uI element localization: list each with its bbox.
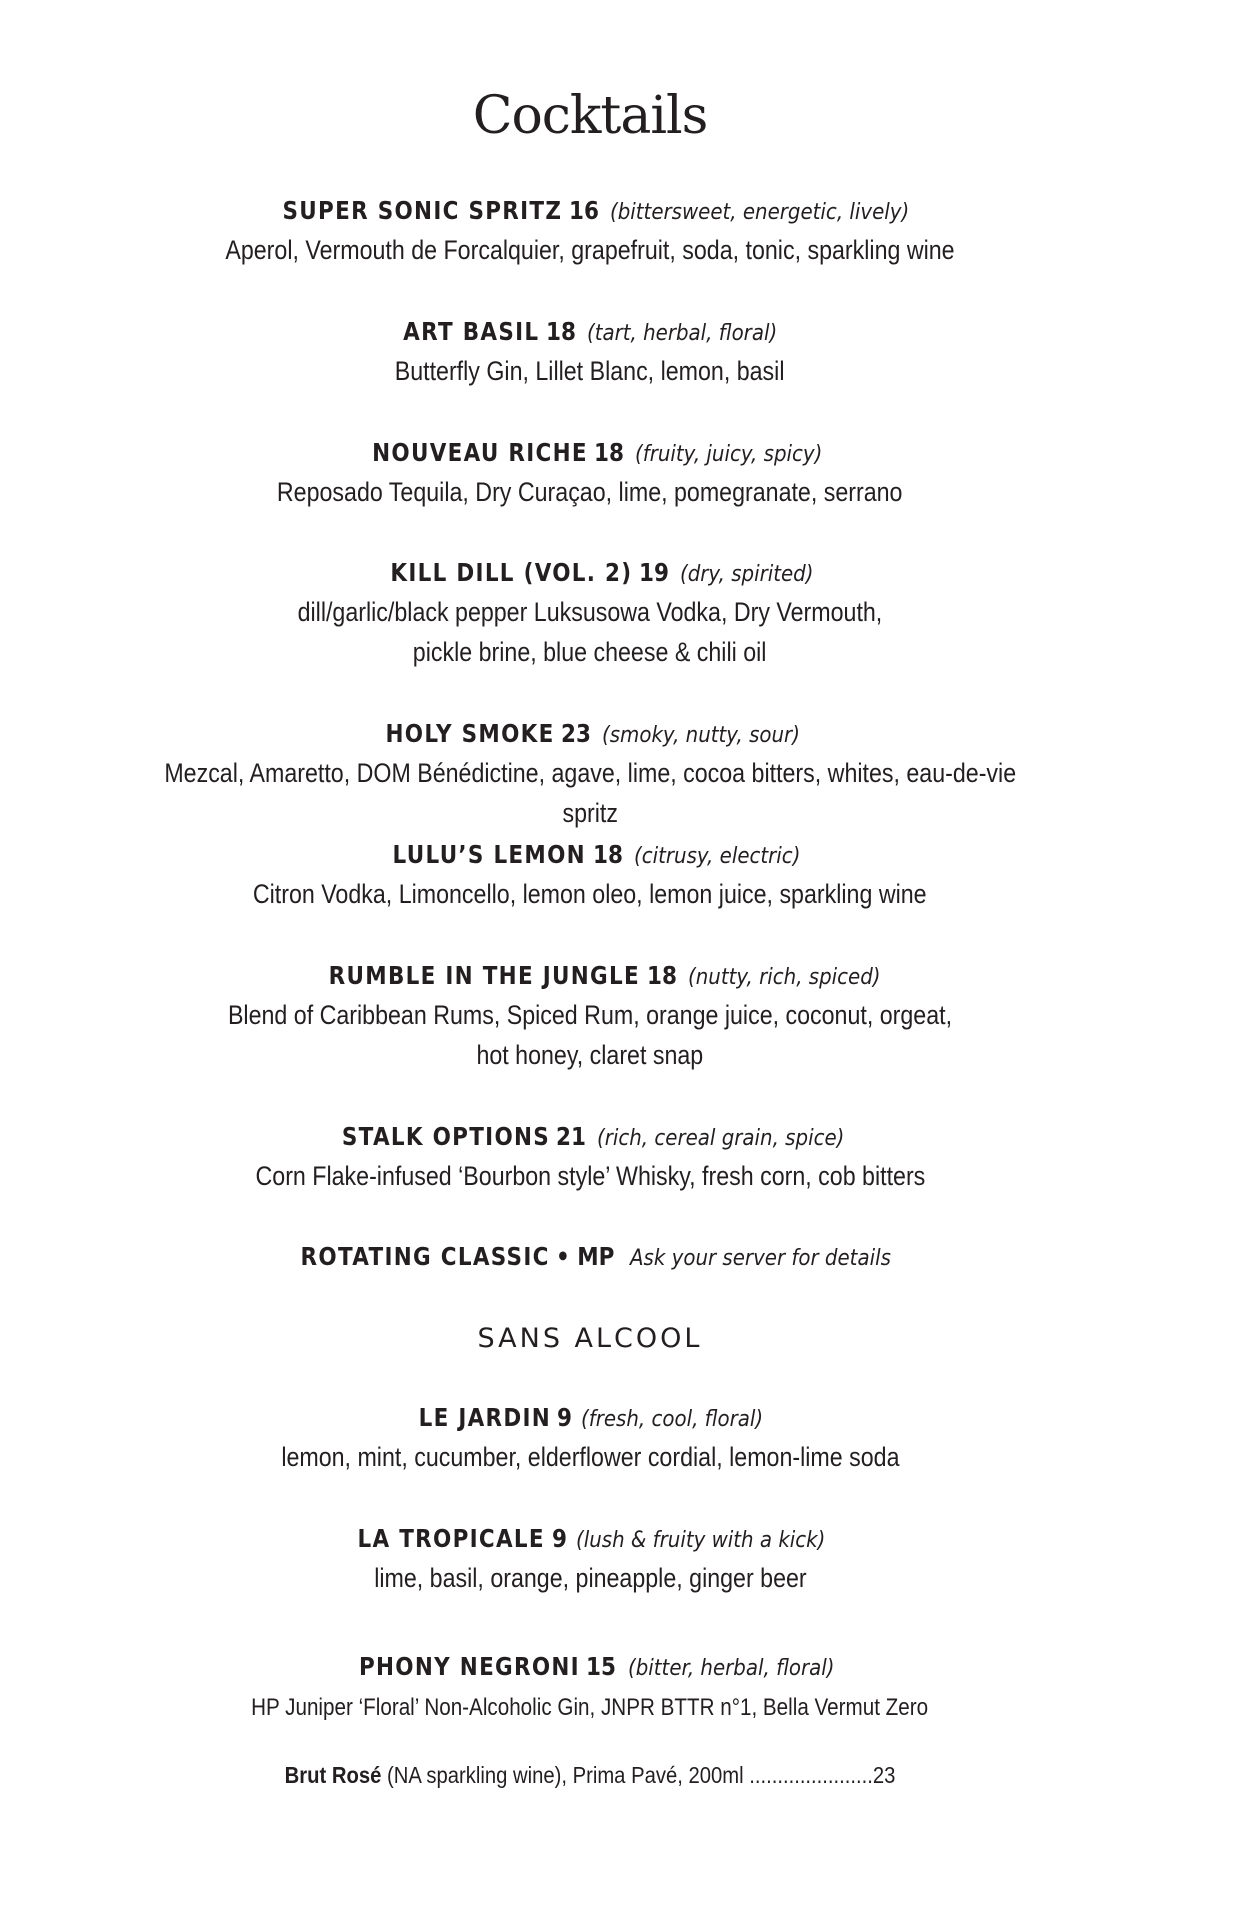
item-price: 16 (568, 196, 599, 225)
item-description (90, 1688, 1090, 1728)
item-name: LULU’S LEMON (392, 840, 587, 869)
menu-item-super-sonic-spritz (0, 194, 1180, 232)
menu-item-le-jardin (0, 1401, 1180, 1439)
item-price: 18 (546, 317, 577, 346)
item-name: KILL DILL (VOL. 2) (390, 558, 633, 587)
menu-item-phony-negroni (0, 1650, 1180, 1688)
item-description (90, 1437, 1090, 1477)
item-tasting-notes: (bittersweet, energetic, lively) (610, 200, 910, 225)
item-price: 23 (560, 719, 591, 748)
item-price: 9 (551, 1524, 567, 1553)
item-detail: (NA sparkling wine), Prima Pavé, 200ml (386, 1762, 744, 1788)
item-description (90, 592, 1090, 672)
item-price: 18 (592, 840, 623, 869)
item-tasting-notes: (tart, herbal, floral) (587, 321, 778, 346)
item-tasting-notes: (smoky, nutty, sour) (602, 723, 801, 748)
menu-item-holy-smoke (0, 717, 1180, 755)
item-price: • MP (555, 1242, 615, 1271)
item-tasting-notes: Ask your server for details (630, 1246, 892, 1271)
item-price: 21 (556, 1122, 587, 1151)
description-line: Blend of Caribbean Rums, Spiced Rum, orange juice, coconut, orgeat, (227, 1000, 953, 1030)
menu-item-brut-rose (0, 1762, 1180, 1789)
description-line: Citron Vodka, Limoncello, lemon oleo, lemon juice, sparkling wine (253, 879, 927, 909)
description-line: Corn Flake-infused ‘Bourbon style’ Whisky, fresh corn, cob bitters (255, 1161, 925, 1191)
item-description (90, 1156, 1090, 1196)
menu-item-rumble-in-the-jungle (0, 959, 1180, 997)
description-line: HP Juniper ‘Floral’ Non-Alcoholic Gin, JNPR BTTR n°1, Bella Vermut Zero (251, 1694, 929, 1721)
item-name: Brut Rosé (284, 1762, 382, 1788)
menu-item-nouveau-riche (0, 436, 1180, 474)
item-tasting-notes: (lush & fruity with a kick) (575, 1528, 825, 1553)
item-name: PHONY NEGRONI (358, 1652, 580, 1681)
item-price: 18 (646, 961, 677, 990)
section-title-sans-alcool: SANS ALCOOL (477, 1323, 703, 1354)
item-price: 23 (872, 1762, 896, 1788)
item-description (90, 230, 1090, 270)
item-name: HOLY SMOKE (385, 719, 555, 748)
description-line: dill/garlic/black pepper Luksusowa Vodka, Dry Vermouth, (297, 597, 883, 627)
item-price: 15 (586, 1652, 617, 1681)
menu-item-la-tropicale (0, 1522, 1180, 1560)
item-description (90, 1558, 1090, 1598)
item-tasting-notes: (nutty, rich, spiced) (687, 965, 881, 990)
item-description (90, 472, 1090, 512)
item-description (90, 753, 1090, 833)
description-line: lime, basil, orange, pineapple, ginger beer (373, 1563, 807, 1593)
item-tasting-notes: (bitter, herbal, floral) (627, 1656, 835, 1681)
item-name: STALK OPTIONS (341, 1122, 550, 1151)
description-line: lemon, mint, cucumber, elderflower cordial, lemon-lime soda (280, 1442, 900, 1472)
item-price: 19 (639, 558, 670, 587)
item-tasting-notes: (rich, cereal grain, spice) (597, 1126, 845, 1151)
item-description (90, 351, 1090, 391)
item-name: SUPER SONIC SPRITZ (282, 196, 563, 225)
item-description (90, 995, 1090, 1075)
item-tasting-notes: (dry, spirited) (680, 562, 814, 587)
description-line: Mezcal, Amaretto, DOM Bénédictine, agave, lime, cocoa bitters, whites, eau-de-vie (164, 758, 1016, 788)
description-line: Reposado Tequila, Dry Curaçao, lime, pomegranate, serrano (277, 477, 903, 507)
description-line: pickle brine, blue cheese & chili oil (413, 637, 767, 667)
description-line: hot honey, claret snap (476, 1040, 704, 1070)
item-name: ROTATING CLASSIC (300, 1242, 550, 1271)
item-tasting-notes: (fresh, cool, floral) (581, 1407, 764, 1432)
menu-item-art-basil (0, 315, 1180, 353)
item-name: LA TROPICALE (357, 1524, 546, 1553)
item-price: 18 (593, 438, 624, 467)
menu-item-rotating-classic (0, 1240, 1180, 1278)
item-name: ART BASIL (403, 317, 540, 346)
description-line: Butterfly Gin, Lillet Blanc, lemon, basil (395, 356, 785, 386)
page-title: Cocktails (472, 86, 708, 146)
description-line: spritz (562, 798, 618, 828)
dot-leader: ...................... (749, 1762, 873, 1788)
menu-item-lulus-lemon (0, 838, 1180, 876)
item-tasting-notes: (citrusy, electric) (633, 844, 801, 869)
item-tasting-notes: (fruity, juicy, spicy) (635, 442, 823, 467)
description-line: Aperol, Vermouth de Forcalquier, grapefruit, soda, tonic, sparkling wine (225, 235, 955, 265)
item-name: RUMBLE IN THE JUNGLE (328, 961, 641, 990)
menu-item-stalk-options (0, 1120, 1180, 1158)
item-description (90, 874, 1090, 914)
menu-item-kill-dill (0, 556, 1180, 594)
item-name: NOUVEAU RICHE (371, 438, 588, 467)
item-name: LE JARDIN (418, 1403, 551, 1432)
item-price: 9 (557, 1403, 573, 1432)
